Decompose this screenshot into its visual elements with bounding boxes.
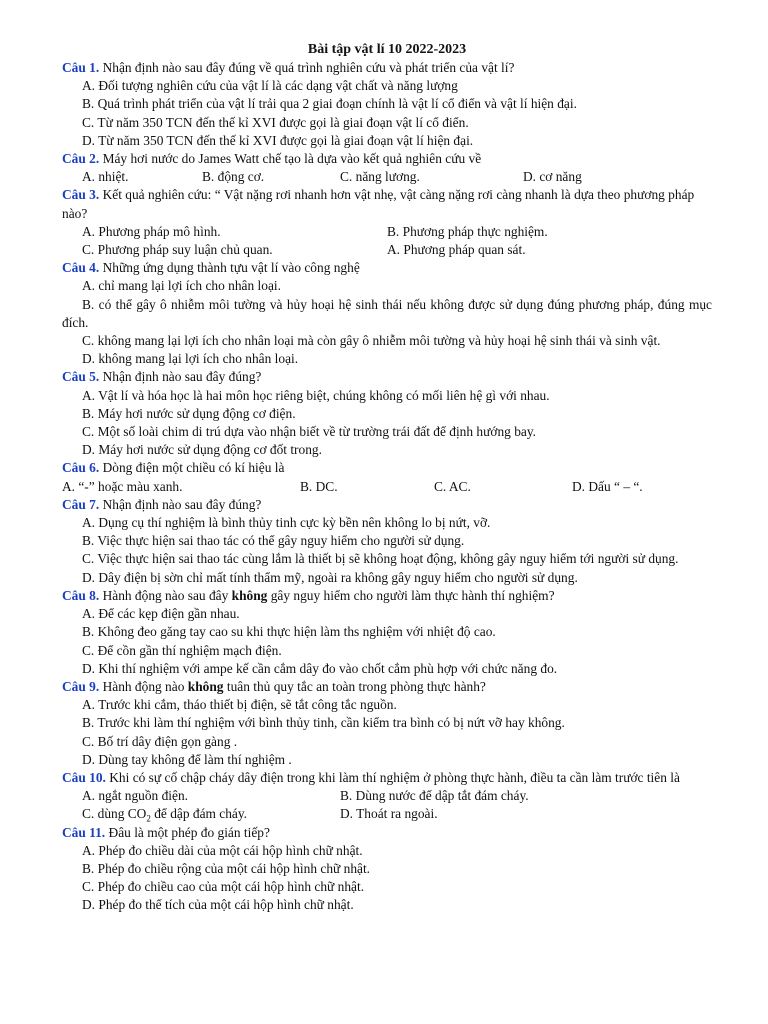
option-c: C. Từ năm 350 TCN đến thế kỉ XVI được gọi là giai đoạn vật lí cổ điển. [82, 114, 469, 130]
question-label: Câu 11. [62, 824, 106, 840]
question-11 [62, 824, 712, 915]
question-label: Câu 4. [62, 260, 100, 276]
options-row [62, 168, 712, 186]
question-label: Câu 2. [62, 151, 100, 167]
option-c: C. Để cồn gần thí nghiệm mạch điện. [82, 642, 282, 658]
question-label: Câu 5. [62, 369, 100, 385]
emphasis-word: không [231, 587, 268, 603]
option-d: D. không mang lại lợi ích cho nhân loại. [82, 351, 299, 367]
question-4 [62, 259, 712, 368]
question-label: Câu 8. [62, 587, 100, 603]
option-d: D. Từ năm 350 TCN đến thế kỉ XVI được gọi là giai đoạn vật lí hiện đại. [82, 132, 474, 148]
question-label: Câu 10. [62, 769, 106, 785]
question-stem: tuân thủ quy tắc an toàn trong phòng thực hành? [226, 678, 486, 694]
option-b: B. có thể gây ô nhiễm môi tường và hủy hoại hệ sinh thái nếu không được sử dụng đúng phương pháp, đúng mục đích. [62, 296, 712, 330]
option-a: A. chỉ mang lại lợi ích cho nhân loại. [82, 278, 281, 294]
question-5 [62, 368, 712, 459]
option-d: D. Dấu “ – “. [572, 478, 643, 494]
option-b: B. Phương pháp thực nghiệm. [387, 223, 548, 239]
question-10 [62, 769, 712, 824]
question-stem: Đâu là một phép đo gián tiếp? [108, 824, 270, 840]
question-stem: Máy hơi nước do James Watt chế tạo là dựa vào kết quả nghiên cứu về [102, 151, 482, 167]
option-b: B. Trước khi làm thí nghiệm với bình thủy tinh, cần kiểm tra bình có bị nứt vỡ hay không. [82, 715, 565, 731]
options-row [62, 805, 712, 823]
question-9 [62, 678, 712, 769]
option-d: D. cơ năng [523, 169, 582, 185]
option-d: D. Thoát ra ngoài. [340, 806, 438, 822]
option-d: A. Phương pháp quan sát. [387, 242, 526, 258]
option-c: C. AC. [434, 478, 471, 494]
option-c: C. Phương pháp suy luận chủ quan. [82, 242, 273, 258]
option-b: B. Quá trình phát triển của vật lí trải qua 2 giai đoạn chính là vật lí cổ điển và vật lí hiện đại. [82, 96, 577, 112]
emphasis-word: không [187, 678, 224, 694]
question-3 [62, 186, 712, 259]
question-stem: Hành động nào [102, 678, 185, 694]
question-label: Câu 9. [62, 678, 100, 694]
question-stem: gây nguy hiểm cho người làm thực hành thí nghiệm? [270, 587, 555, 603]
option-b: B. Máy hơi nước sử dụng động cơ điện. [82, 405, 296, 421]
option-a: A. Vật lí và hóa học là hai môn học riêng biệt, chúng không có mối liên hệ gì với nhau. [82, 387, 550, 403]
option-b: B. DC. [300, 478, 338, 494]
option-c: C. Bố trí dây điện gọn gàng . [82, 733, 238, 749]
options-row [62, 787, 712, 805]
option-b: B. Không đeo găng tay cao su khi thực hiện làm ths nghiệm với nhiệt độ cao. [82, 624, 496, 640]
options-row [62, 241, 712, 259]
option-b: B. Dùng nước để dập tắt đám cháy. [340, 788, 529, 804]
question-stem: Dòng điện một chiều có kí hiệu là [102, 460, 285, 476]
question-stem: Kết quả nghiên cứu: “ Vật nặng rơi nhanh hơn vật nhẹ, vật càng nặng rơi càng nhanh là dựa theo phương pháp nào? [62, 187, 695, 221]
question-stem: Những ứng dụng thành tựu vật lí vào công nghệ [102, 260, 360, 276]
option-d: D. Dùng tay không để làm thí nghiệm . [82, 751, 292, 767]
option-c: C. năng lương. [340, 169, 420, 185]
option-c: C. dùng $CO_2$ để dập đám cháy. [82, 806, 248, 824]
question-6 [62, 459, 712, 495]
option-a: A. Trước khi cắm, tháo thiết bị điện, sẽ tắt công tắc nguồn. [82, 697, 397, 713]
option-d: D. Khi thí nghiệm với ampe kế cần cắm dây đo vào chốt cắm phù hợp với chức năng đo. [82, 660, 558, 676]
question-stem: Hành động nào sau đây [102, 587, 229, 603]
question-1 [62, 59, 712, 150]
option-b: B. Phép đo chiều rộng của một cái hộp hình chữ nhật. [82, 860, 371, 876]
option-d: D. Phép đo thể tích của một cái hộp hình chữ nhật. [82, 897, 354, 913]
option-d: D. Máy hơi nước sử dụng động cơ đốt trong. [82, 442, 322, 458]
option-c: C. Phép đo chiều cao của một cái hộp hình chữ nhật. [82, 879, 365, 895]
option-c: C. Một số loài chim di trú dựa vào nhận biết về từ trường trái đất để định hướng bay. [82, 424, 537, 440]
option-b: B. Việc thực hiện sai thao tác có thể gây nguy hiểm cho người sử dụng. [82, 533, 465, 549]
option-d: D. Dây điện bị sờn chỉ mất tính thẩm mỹ, ngoài ra không gây nguy hiểm cho người sử dụng. [82, 569, 578, 585]
question-stem: Nhận định nào sau đây đúng? [102, 496, 262, 512]
question-8 [62, 587, 712, 678]
page-title: Bài tập vật lí 10 2022-2023 [307, 42, 467, 57]
question-stem: Nhận định nào sau đây đúng về quá trình nghiên cứu và phát triển của vật lí? [102, 60, 515, 75]
question-7 [62, 496, 712, 587]
option-a: A. Để các kẹp điện gần nhau. [82, 606, 240, 622]
option-a: A. “-” hoặc màu xanh. [62, 478, 183, 494]
option-a: A. Đối tượng nghiên cứu của vật lí là các dạng vật chất và năng lượng [82, 78, 458, 94]
option-a: A. nhiệt. [82, 169, 129, 185]
option-c: C. Việc thực hiện sai thao tác cùng lắm là thiết bị sẽ không hoạt động, không gây nguy hiểm tới người sử dụng. [82, 551, 679, 567]
question-2 [62, 150, 712, 186]
question-stem: Khi có sự cố chập cháy dây điện trong khi làm thí nghiệm ở phòng thực hành, điều ta cần làm trước tiên là [109, 769, 680, 785]
question-label: Câu 7. [62, 496, 100, 512]
question-label: Câu 1. [62, 60, 100, 75]
option-a: A. Phép đo chiều dài của một cái hộp hình chữ nhật. [82, 842, 363, 858]
option-c: C. không mang lại lợi ích cho nhân loại mà còn gây ô nhiễm môi tường và hủy hoại hệ sinh thái và sinh vật. [82, 333, 661, 349]
question-label: Câu 3. [62, 187, 100, 203]
option-b: B. động cơ. [202, 169, 265, 185]
options-row [62, 478, 712, 496]
options-row [62, 223, 712, 241]
option-a: A. Dụng cụ thí nghiệm là bình thủy tinh cực kỳ bền nên không lo bị nứt, vỡ. [82, 515, 491, 531]
question-label: Câu 6. [62, 460, 100, 476]
question-stem: Nhận định nào sau đây đúng? [102, 369, 262, 385]
option-a: A. ngắt nguồn điện. [82, 788, 188, 804]
option-a: A. Phương pháp mô hình. [82, 223, 221, 239]
